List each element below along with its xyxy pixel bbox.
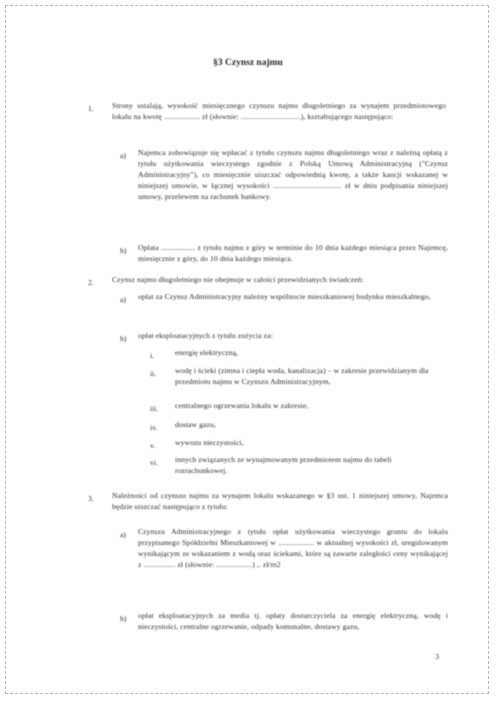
subitem-iv-text: dostaw gazu, [175,420,216,429]
section-2-item-b-text: opłat eksploatacyjnych z tytułu zużycia za: [138,331,273,340]
section-3-item-a-text: Czynszu Administracyjnego z tytułu opłat użytkowania wieczystego gruntu do lokalu przypisanego Spółdzielni Mieszkaniowej w .................. w aktualnej wysokości zł, uregulowanym wynikającym ze wskazaniem z wodą oraz ściekami, które są zawarte zaległości ceny wynikającej z ................ zł (słownie: ..................) ,. zł/m2 [138,527,448,569]
page-number: 3 [435,652,439,661]
subitem-vi-text: innych związanych ze wynajmowanym przedmiotem najmu do tabeli rozrachunkowej. [175,455,392,475]
section-1-number: 1. [88,104,94,113]
subitem-iii-label: iii. [150,404,159,413]
subitem-vi-label: vi. [150,458,158,467]
section-3-intro: Należności od czynszu najmu za wynajem lokalu wskazanego w §3 ust. 1 niniejszej umowy, Najemca będzie uiszczać następująco z tytułu: [112,491,448,511]
subitem-ii-text: wodę i ścieki (zimna i ciepła woda, kanalizacja) – w zakresie przewidzianym dla przedmiotu najmu w Czynszu Administracyjnym, [175,366,429,386]
section-3-item-a-label: a) [120,530,126,539]
section-1-intro: Strony ustalają, wysokość miesięcznego czynszu najmu długoletniego za wynajem przedmiotowego lokalu na kwotę .................. zł (słownie: ..............................), kształtującego następująco: [112,101,446,121]
section-3-item-b-text: opłat eksploatacyjnych za media tj. opłaty dostarczyciela za energię elektryczną, wodę i nieczystości, centralne ogrzewanie, odpady komunalne, dostawy gazu, [138,611,448,631]
section-2-item-a-label: a) [120,295,126,304]
subitem-v-label: v. [150,441,156,450]
subitem-ii-label: ii. [150,369,157,378]
subitem-i-label: i. [150,351,155,360]
section-1-item-b-label: b) [120,246,127,255]
section-3-number: 3. [88,494,94,503]
section-2-item-b-label: b) [120,334,127,343]
section-2-item-a-text: opłat za Czynsz Administracyjny należny wspólnocie mieszkaniowej budynku mieszkalnego, [138,292,431,301]
subitem-i-text: energię elektryczną, [175,348,238,357]
section-2-number: 2. [88,278,94,287]
section-1-item-a-text: Najemca zobowiązuje się wpłacać z tytułu czynszu najmu długoletniego wraz z należną opłatą z tytułu użytkowania wieczystego zgodnie z Polską Umową Administracyjną ("Czynsz Administracyjny"), co miesięcznie uiszczać odpowiednią kwotę, a także kaucji wskazanej w niniejszej umowie, w łącznej wysokości .................................. zł w dniu podpisania niniejszej umowy, przelewem na rachunek bankowy. [138,148,448,201]
section-1-item-b-text: Opłata ................. z tytułu najmu z góry w terminie do 10 dnia każdego miesiąca przez Najemcę, miesięcznie z góry, do 10 dnia każdego miesiąca. [138,243,448,263]
section-2-intro: Czynsz najmu długoletniego nie obejmuje w całości przewidzianych świadczeń: [112,275,364,284]
subitem-iii-text: centralnego ogrzewania lokalu w zakresie, [175,401,309,410]
section-1-item-a-label: a) [120,151,126,160]
subitem-iv-label: iv. [150,423,158,432]
subitem-v-text: wywozu nieczystości, [175,438,244,447]
section-3-item-b-label: b) [120,614,127,623]
section-title: §3 Czynsz najmu [213,58,283,68]
